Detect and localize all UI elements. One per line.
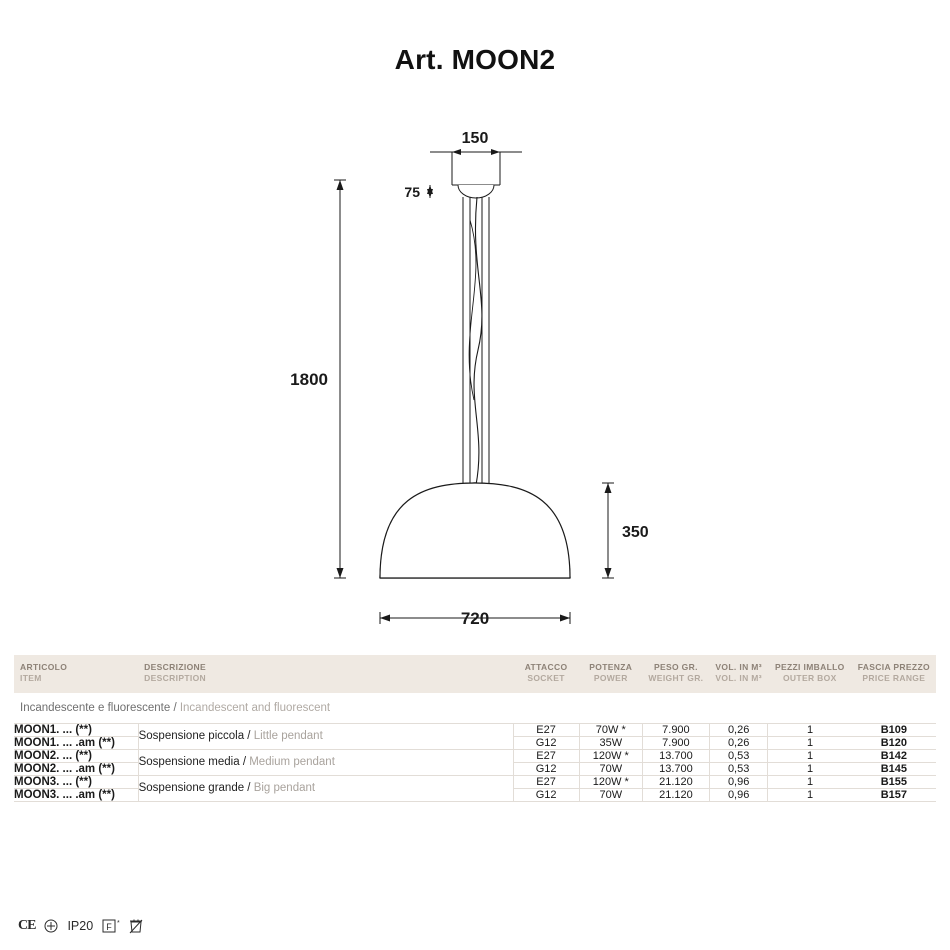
table-row: [14, 749, 936, 762]
header-description: DESCRIZIONE DESCRIPTION: [138, 655, 513, 693]
row-socket: G12: [513, 736, 579, 749]
row-volume: 0,53: [709, 762, 767, 775]
row-outerbox: 1: [768, 723, 852, 736]
row-socket: G12: [513, 788, 579, 801]
dim-shade-height-label: 350: [622, 524, 649, 541]
row-weight: 21.120: [642, 788, 709, 801]
row-volume: 0,26: [709, 736, 767, 749]
svg-text:F: F: [106, 922, 112, 932]
header-power: POTENZA POWER: [579, 655, 642, 693]
specification-table: [14, 655, 936, 802]
row-item: MOON2. ... .am (**): [14, 762, 138, 775]
row-weight: 13.700: [642, 749, 709, 762]
row-volume: 0,96: [709, 788, 767, 801]
row-description: Sospensione media / Medium pendant: [138, 749, 513, 775]
ip20-label: IP20: [67, 919, 94, 933]
row-price-range: B157: [852, 788, 936, 801]
row-weight: 7.900: [642, 736, 709, 749]
table-row: [14, 775, 936, 788]
dim-canopy-height-label: 75: [404, 184, 420, 200]
row-volume: 0,96: [709, 775, 767, 788]
certification-footer: [18, 918, 143, 934]
row-price-range: B120: [852, 736, 936, 749]
row-power: 35W: [579, 736, 642, 749]
row-socket: G12: [513, 762, 579, 775]
row-volume: 0,53: [709, 749, 767, 762]
table-header-row: [14, 655, 936, 693]
row-outerbox: 1: [768, 762, 852, 775]
row-price-range: B155: [852, 775, 936, 788]
section-label: Incandescente e fluorescente / Incandescent and fluorescent: [14, 693, 936, 724]
row-socket: E27: [513, 723, 579, 736]
dim-total-height-label: 1800: [290, 370, 328, 389]
row-item: MOON1. ... .am (**): [14, 736, 138, 749]
row-weight: 13.700: [642, 762, 709, 775]
row-description: Sospensione grande / Big pendant: [138, 775, 513, 801]
table-row: [14, 723, 936, 736]
class-ii-icon: [44, 919, 58, 933]
page-title: Art. MOON2: [394, 44, 556, 75]
header-outerbox: PEZZI IMBALLO OUTER BOX: [768, 655, 852, 693]
row-outerbox: 1: [768, 775, 852, 788]
header-item: ARTICOLO ITEM: [14, 655, 138, 693]
row-volume: 0,26: [709, 723, 767, 736]
row-price-range: B142: [852, 749, 936, 762]
weee-icon: [129, 918, 143, 934]
row-weight: 21.120: [642, 775, 709, 788]
row-outerbox: 1: [768, 788, 852, 801]
header-weight: PESO GR. WEIGHT GR.: [642, 655, 709, 693]
row-price-range: B109: [852, 723, 936, 736]
ce-icon: CE: [18, 918, 36, 933]
dim-top-width-label: 150: [461, 130, 489, 147]
header-price-range: FASCIA PREZZO PRICE RANGE: [852, 655, 936, 693]
row-item: MOON3. ... (**): [14, 775, 138, 788]
header-volume: VOL. IN M³ VOL. IN M³: [709, 655, 767, 693]
row-outerbox: 1: [768, 736, 852, 749]
row-power: 70W: [579, 788, 642, 801]
f-mark-icon: [102, 919, 120, 933]
table-section-row: [14, 693, 936, 724]
row-item: MOON1. ... (**): [14, 723, 138, 736]
row-item: MOON3. ... .am (**): [14, 788, 138, 801]
row-socket: E27: [513, 775, 579, 788]
row-power: 70W *: [579, 723, 642, 736]
row-power: 120W *: [579, 775, 642, 788]
row-description: Sospensione piccola / Little pendant: [138, 723, 513, 749]
technical-drawing: [0, 100, 950, 645]
row-socket: E27: [513, 749, 579, 762]
row-outerbox: 1: [768, 749, 852, 762]
row-power: 70W: [579, 762, 642, 775]
row-item: MOON2. ... (**): [14, 749, 138, 762]
row-power: 120W *: [579, 749, 642, 762]
row-weight: 7.900: [642, 723, 709, 736]
dim-shade-width-label: 720: [460, 609, 490, 628]
row-price-range: B145: [852, 762, 936, 775]
header-socket: ATTACCO SOCKET: [513, 655, 579, 693]
svg-text:*: *: [117, 920, 120, 927]
